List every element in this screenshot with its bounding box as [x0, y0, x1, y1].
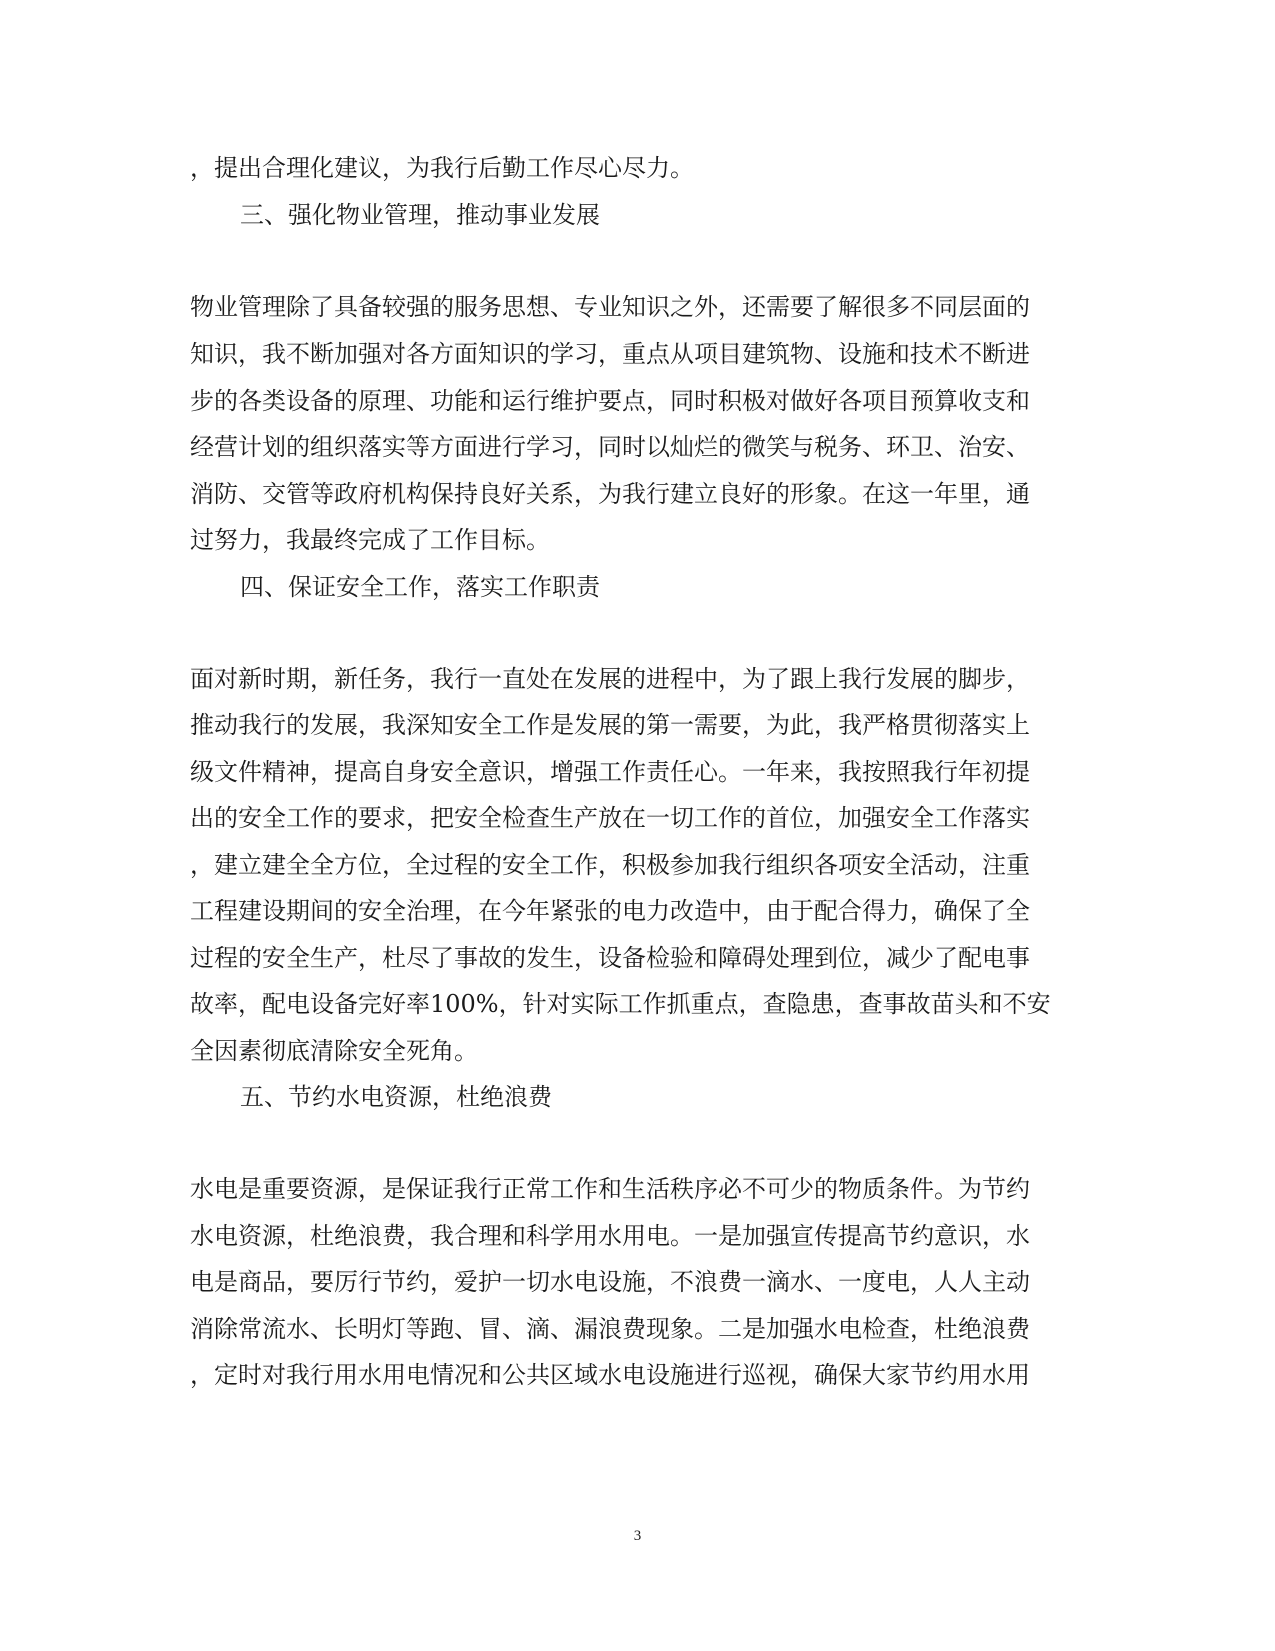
text-line: ，定时对我行用水用电情况和公共区域水电设施进行巡视，确保大家节约用水用 [190, 1361, 1030, 1389]
text-line: 级文件精神，提高自身安全意识，增强工作责任心。一年来，我按照我行年初提 [190, 758, 1030, 786]
text-line: 出的安全工作的要求，把安全检查生产放在一切工作的首位，加强安全工作落实 [190, 804, 1030, 832]
page-number: 3 [633, 1528, 642, 1544]
text-line: 电是商品，要厉行节约，爱护一切水电设施，不浪费一滴水、一度电，人人主动 [190, 1268, 1030, 1296]
text-line: 水电是重要资源，是保证我行正常工作和生活秩序必不可少的物质条件。为节约 [190, 1175, 1030, 1203]
section-heading: 五、节约水电资源，杜绝浪费 [240, 1083, 552, 1111]
text-line: 面对新时期，新任务，我行一直处在发展的进程中，为了跟上我行发展的脚步， [190, 665, 1030, 693]
text-line: 过程的安全生产，杜尽了事故的发生，设备检验和障碍处理到位，减少了配电事 [190, 944, 1030, 972]
text-line: 物业管理除了具备较强的服务思想、专业知识之外，还需要了解很多不同层面的 [190, 293, 1030, 321]
text-line: 工程建设期间的安全治理，在今年紧张的电力改造中，由于配合得力，确保了全 [190, 897, 1030, 925]
text-line: 消防、交管等政府机构保持良好关系，为我行建立良好的形象。在这一年里，通 [190, 480, 1030, 508]
text-line: 推动我行的发展，我深知安全工作是发展的第一需要，为此，我严格贯彻落实上 [190, 711, 1030, 739]
text-line: 过努力，我最终完成了工作目标。 [190, 526, 550, 554]
section-heading: 四、保证安全工作，落实工作职责 [240, 573, 600, 601]
text-line: ，提出合理化建议，为我行后勤工作尽心尽力。 [190, 154, 694, 182]
text-line: 经营计划的组织落实等方面进行学习，同时以灿烂的微笑与税务、环卫、治安、 [190, 433, 1030, 461]
section-heading: 三、强化物业管理，推动事业发展 [240, 201, 600, 229]
text-line: ，建立建全全方位，全过程的安全工作，积极参加我行组织各项安全活动，注重 [190, 851, 1030, 879]
text-line: 知识，我不断加强对各方面知识的学习，重点从项目建筑物、设施和技术不断进 [190, 340, 1030, 368]
text-line: 步的各类设备的原理、功能和运行维护要点，同时积极对做好各项目预算收支和 [190, 387, 1030, 415]
text-line: 故率，配电设备完好率100%，针对实际工作抓重点，查隐患，查事故苗头和不安 [190, 990, 1051, 1018]
text-line: 水电资源，杜绝浪费，我合理和科学用水用电。一是加强宣传提高节约意识，水 [190, 1222, 1030, 1250]
text-line: 全因素彻底清除安全死角。 [190, 1037, 478, 1065]
text-line: 消除常流水、长明灯等跑、冒、滴、漏浪费现象。二是加强水电检查，杜绝浪费 [190, 1315, 1030, 1343]
